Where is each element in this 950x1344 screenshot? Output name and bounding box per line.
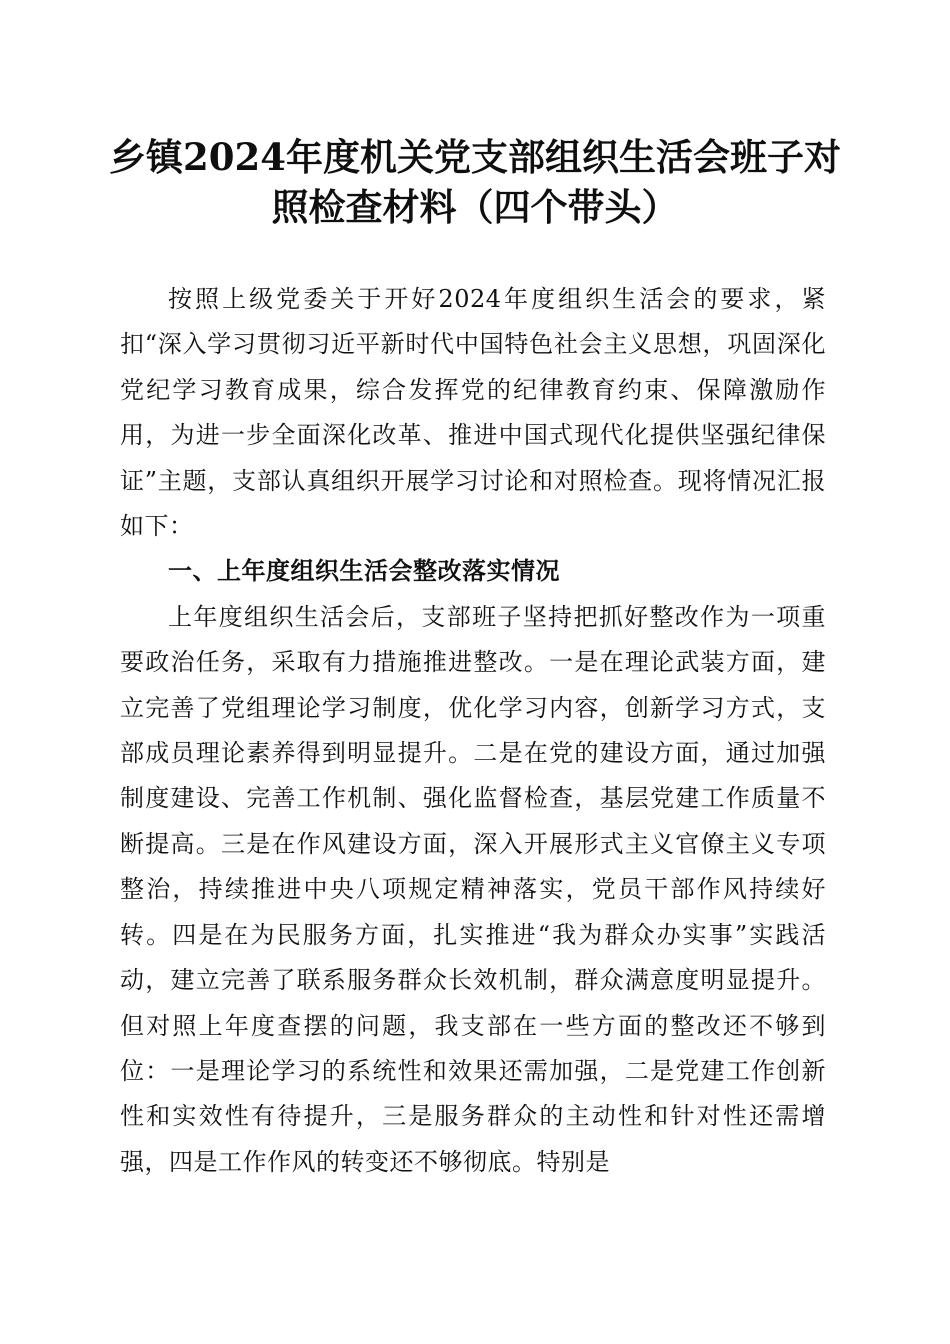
intro-paragraph: 按照上级党委关于开好2024年度组织生活会的要求，紧扣“深入学习贯彻习近平新时代中国特色社会主义思想，巩固深化党纪学习教育成果，综合发挥党的纪律教育约束、保障激励作用，为进一步全面深化改革、推进中国式现代化提供坚强纪律保证”主题，支部认真组织开展学习讨论和对照检查。现将情况汇报如下： bbox=[120, 285, 826, 541]
title-line-2: 照检查材料（四个带头） bbox=[271, 185, 679, 229]
title-line-1: 乡镇2024年度机关党支部组织生活会班子对 bbox=[109, 135, 841, 179]
document-title bbox=[100, 132, 850, 232]
section-heading-1: 一、上年度组织生活会整改落实情况 bbox=[168, 557, 560, 586]
document-body bbox=[120, 277, 826, 1185]
section-1-paragraph: 上年度组织生活会后，支部班子坚持把抓好整改作为一项重要政治任务，采取有力措施推进整改。一是在理论武装方面，建立完善了党组理论学习制度，优化学习内容，创新学习方式，支部成员理论素养得到明显提升。二是在党的建设方面，通过加强制度建设、完善工作机制、强化监督检查，基层党建工作质量不断提高。三是在作风建设方面，深入开展形式主义官僚主义专项整治，持续推进中央八项规定精神落实，党员干部作风持续好转。四是在为民服务方面，扎实推进“我为群众办实事”实践活动，建立完善了联系服务群众长效机制，群众满意度明显提升。但对照上年度查摆的问题，我支部在一些方面的整改还不够到位：一是理论学习的系统性和效果还需加强，二是党建工作创新性和实效性有待提升，三是服务群众的主动性和针对性还需增强，四是工作作风的转变还不够彻底。特别是 bbox=[120, 602, 826, 1176]
